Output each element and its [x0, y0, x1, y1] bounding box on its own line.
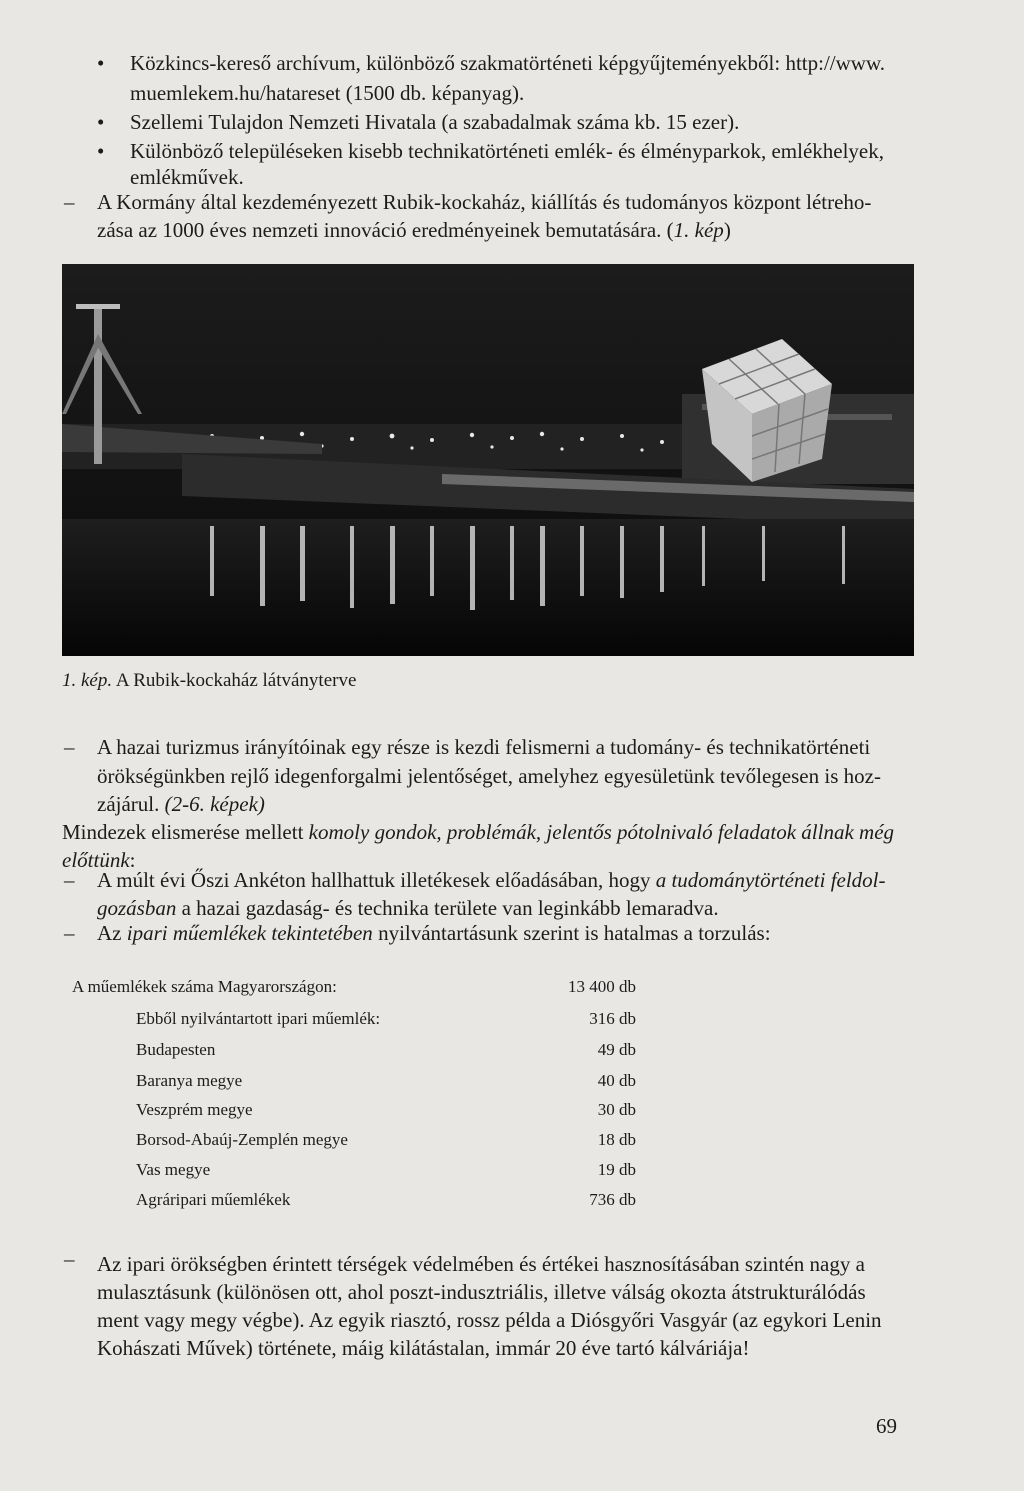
page-number: 69: [876, 1414, 897, 1438]
intro-line-2: előttünk:: [62, 848, 136, 872]
bullet-marker: •: [97, 51, 105, 75]
tourism-para-line-3: zájárul. (2-6. képek): [97, 792, 265, 816]
table-row-label: Budapesten: [136, 1040, 216, 1059]
closing-para-line-3: ment vagy megy végbe). Az egyik riasztó, rossz példa a Diósgyőri Vasgyár (az egykori Lenin: [97, 1308, 882, 1332]
ipari-para-line: Az ipari műemlékek tekintetében nyilvántartásunk szerint is hatalmas a torzulás:: [97, 921, 771, 945]
bullet-marker: •: [97, 110, 105, 134]
table-row-value: 30 db: [597, 1100, 636, 1119]
dash-marker: –: [64, 1247, 75, 1271]
table-row-value: 18 db: [597, 1130, 636, 1149]
anketon-para-line-2: gozásban a hazai gazdaság- és technika területe van leginkább lemaradva.: [97, 896, 719, 920]
dash-marker: –: [64, 868, 75, 892]
closing-para-line-2: mulasztásunk (különösen ott, ahol poszt-indusztriális, illetve válság okozta átstrukturálódás: [97, 1280, 866, 1304]
table-row-value: 49 db: [597, 1040, 636, 1059]
anketon-para-line-1: A múlt évi Őszi Ankéton hallhattuk illetékesek előadásában, hogy a tudománytörténeti feldol-: [97, 868, 886, 892]
dash-marker: –: [64, 190, 75, 214]
closing-para-line-4: Kohászati Művek) története, máig kilátástalan, immár 20 éve tartó kálváriája!: [97, 1336, 750, 1360]
table-row-label: Veszprém megye: [136, 1100, 253, 1119]
rubik-house-photo: [62, 264, 914, 656]
intro-line-1: Mindezek elismerése mellett komoly gondok, problémák, jelentős pótolnivaló feladatok állnak még: [62, 820, 895, 844]
bullet-2-line-1: Szellemi Tulajdon Nemzeti Hivatala (a szabadalmak száma kb. 15 ezer).: [130, 110, 740, 134]
bullet-marker: •: [97, 139, 105, 163]
table-row-label: Agráripari műemlékek: [136, 1190, 291, 1209]
bullet-3-line-2: emlékművek.: [130, 165, 244, 189]
table-row-value: 40 db: [597, 1071, 636, 1090]
dash-marker: –: [64, 735, 75, 759]
bullet-3-line-1: Különböző településeken kisebb technikatörténeti emlék- és élményparkok, emlékhelyek,: [130, 139, 884, 163]
table-row-label: Ebből nyilvántartott ipari műemlék:: [136, 1009, 381, 1028]
photo-caption: 1. kép. A Rubik-kockaház látványterve: [62, 670, 357, 691]
dash-marker: –: [64, 921, 75, 945]
table-row-value: 19 db: [597, 1160, 636, 1179]
table-row-label: Vas megye: [136, 1160, 211, 1179]
table-row-label: Baranya megye: [136, 1071, 243, 1090]
tourism-para-line-1: A hazai turizmus irányítóinak egy része is kezdi felismerni a tudomány- és technikatörténeti: [97, 735, 871, 759]
bullet-1-line-2: muemlekem.hu/hatareset (1500 db. képanyag).: [130, 81, 525, 105]
table-row-value: 736 db: [589, 1190, 636, 1209]
table-row-label: Borsod-Abaúj-Zemplén megye: [136, 1130, 348, 1149]
table-row-value: 316 db: [589, 1009, 636, 1028]
closing-para-line-1: Az ipari örökségben érintett térségek védelmében és értékei hasznosításában szintén nagy a: [97, 1252, 865, 1276]
table-header-value: 13 400 db: [568, 977, 636, 996]
rubik-para-line-2: zása az 1000 éves nemzeti innováció eredményeinek bemutatására. (1. kép): [97, 218, 731, 242]
table-header-label: A műemlékek száma Magyarországon:: [72, 977, 337, 996]
rubik-para-line-1: A Kormány által kezdeményezett Rubik-kockaház, kiállítás és tudományos központ létreho-: [97, 190, 872, 214]
bullet-1-line-1: Közkincs-kereső archívum, különböző szakmatörténeti képgyűjteményekből: http://www.: [130, 51, 886, 75]
tourism-para-line-2: örökségünkben rejlő idegenforgalmi jelentőséget, amelyhez egyesületünk tevőlegesen is hoz-: [97, 764, 881, 788]
